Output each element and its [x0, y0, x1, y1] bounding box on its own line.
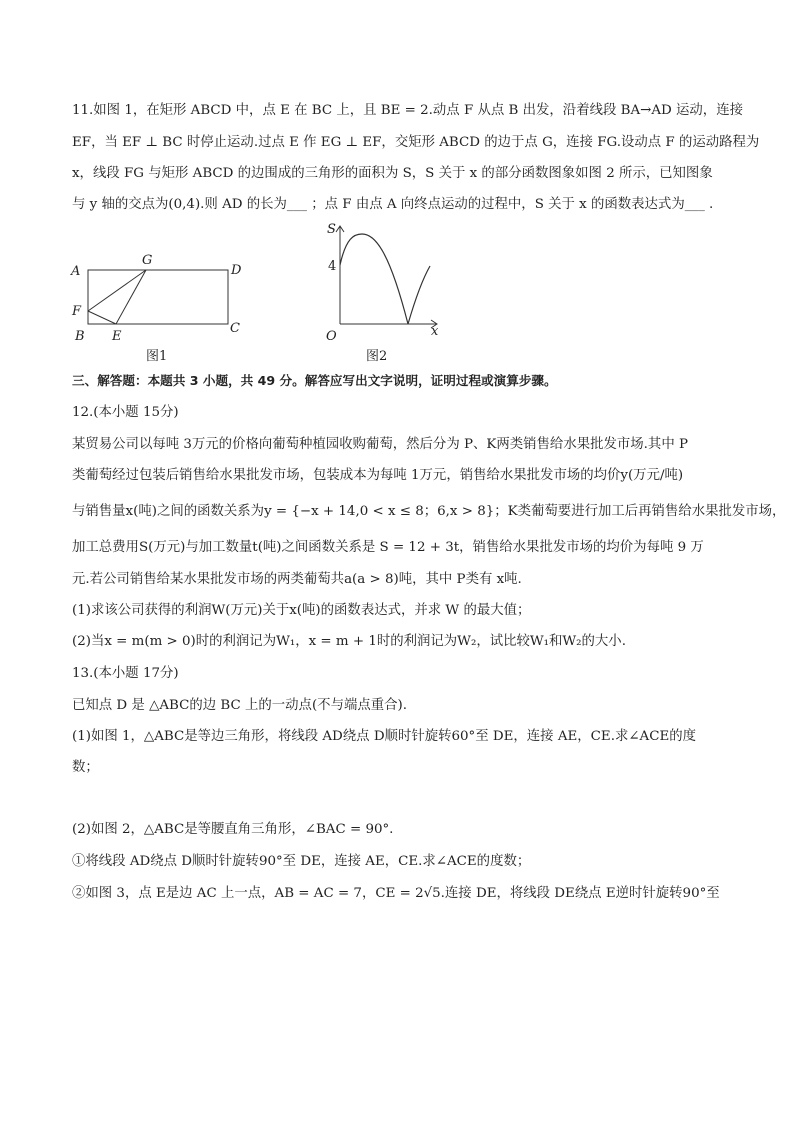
- q12-line-4: 加工总费用S(万元)与加工数量t(吨)之间函数关系是 S = 12 + 3t，销售给水果批发市场的均价为每吨 9 万: [72, 540, 704, 555]
- figure-2-caption: 图2: [366, 349, 388, 364]
- label-4: 4: [328, 259, 337, 274]
- segment-eg: [116, 270, 146, 324]
- label-f: F: [72, 304, 82, 319]
- label-c: C: [230, 321, 240, 336]
- label-s: S: [327, 222, 336, 237]
- q12-line-3: 与销售量x(吨)之间的函数关系为y = {−x + 14,0 < x ≤ 8；6,x > 8}；K类葡萄要进行加工后再销售给水果批发市场，: [72, 504, 786, 519]
- label-g: G: [142, 253, 153, 268]
- section-3-heading: 三、解答题：本题共 3 小题，共 49 分。解答应写出文字说明，证明过程或演算步骤。: [72, 373, 557, 388]
- label-a: A: [71, 264, 81, 279]
- q13-line-2: (1)如图 1，△ABC是等边三角形，将线段 AD绕点 D顺时针旋转60°至 DE，连接 AE，CE.求∠ACE的度: [72, 729, 697, 744]
- label-e: E: [112, 329, 122, 344]
- rectangle-abcd: [88, 270, 228, 324]
- label-x: x: [431, 324, 439, 339]
- q13-line-1: 已知点 D 是 △ABC的边 BC 上的一动点(不与端点重合).: [72, 698, 408, 713]
- q12-line-1: 某贸易公司以每吨 3万元的价格向葡萄种植园收购葡萄，然后分为 P、K两类销售给水果批发市场.其中 P: [72, 437, 688, 452]
- q11-line-1: 11.如图 1，在矩形 ABCD 中，点 E 在 BC 上，且 BE = 2.动点 F 从点 B 出发，沿着线段 BA→AD 运动，连接: [72, 103, 743, 118]
- q12-line-5: 元.若公司销售给某水果批发市场的两类葡萄共a(a > 8)吨，其中 P类有 x吨.: [72, 572, 522, 587]
- q13-line-6: ②如图 3，点 E是边 AC 上一点，AB = AC = 7，CE = 2√5.连接 DE，将线段 DE绕点 E逆时针旋转90°至: [72, 886, 720, 901]
- curve-second-branch: [408, 266, 430, 324]
- curve-parabola: [340, 234, 408, 324]
- q11-line-3: x，线段 FG 与矩形 ABCD 的边围成的三角形的面积为 S，S 关于 x 的部分函数图象如图 2 所示，已知图象: [72, 166, 713, 181]
- segment-fe: [88, 311, 116, 324]
- figure-1-caption: 图1: [146, 349, 168, 364]
- q11-line-4: 与 y 轴的交点为(0,4).则 AD 的长为___ ；点 F 由点 A 向终点运动的过程中，S 关于 x 的函数表达式为___ .: [72, 197, 714, 212]
- q12-line-7: (2)当x = m(m > 0)时的利润记为W₁，x = m + 1时的利润记为W₂，试比较W₁和W₂的大小.: [72, 634, 626, 649]
- q13-line-5: ①将线段 AD绕点 D顺时针旋转90°至 DE，连接 AE，CE.求∠ACE的度数；: [72, 854, 531, 869]
- q13-header: 13.(本小题 17分): [72, 666, 179, 681]
- label-b: B: [75, 329, 85, 344]
- q12-line-2: 类葡萄经过包装后销售给水果批发市场，包装成本为每吨 1万元，销售给水果批发市场的均价y(万元/吨): [72, 468, 684, 483]
- q12-header: 12.(本小题 15分): [72, 405, 179, 420]
- q12-line-6: (1)求该公司获得的利润W(万元)关于x(吨)的函数表达式，并求 W 的最大值；: [72, 603, 531, 618]
- q13-line-4: (2)如图 2，△ABC是等腰直角三角形，∠BAC = 90°.: [72, 822, 394, 837]
- label-o: O: [326, 329, 337, 344]
- q11-line-2: EF，当 EF ⊥ BC 时停止运动.过点 E 作 EG ⊥ EF，交矩形 ABCD 的边于点 G，连接 FG.设动点 F 的运动路程为: [72, 135, 760, 150]
- figure-1: [66, 246, 256, 366]
- figure-2: [310, 218, 450, 368]
- segment-fg: [88, 270, 146, 311]
- label-d: D: [231, 263, 242, 278]
- q13-line-3: 数；: [72, 760, 99, 775]
